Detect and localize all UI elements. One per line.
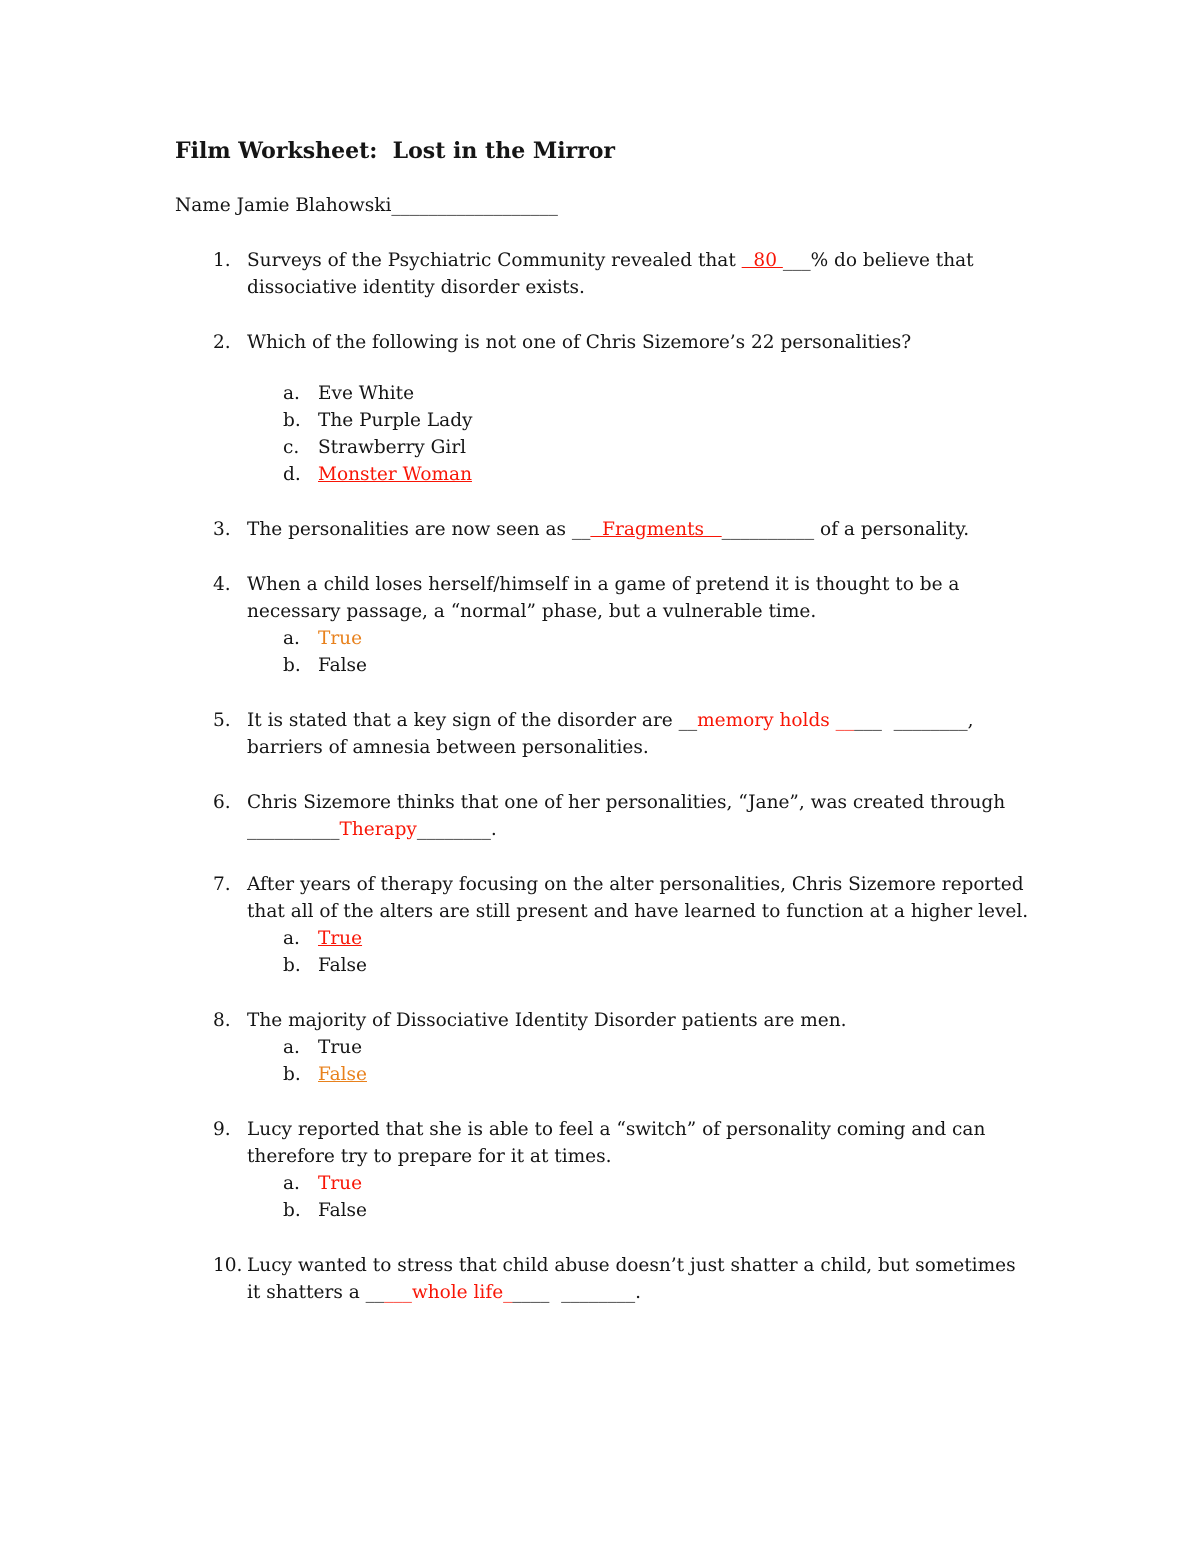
option-label: True bbox=[318, 1037, 363, 1058]
option-label-selected-answer: True bbox=[318, 628, 363, 649]
question-10-filled-answer: ___whole life_ bbox=[384, 1282, 513, 1303]
blank-line: __ bbox=[365, 1282, 385, 1303]
question-9-number: 9. bbox=[213, 1119, 231, 1140]
option-label: False bbox=[318, 1200, 367, 1221]
option-label: False bbox=[318, 655, 367, 676]
option-letter: c. bbox=[283, 437, 300, 458]
option-label-selected-answer: True bbox=[318, 928, 363, 949]
question-9-option-b bbox=[247, 1197, 985, 1224]
question-8 bbox=[175, 1007, 1160, 1088]
question-7-number: 7. bbox=[213, 874, 231, 895]
question-10-text: it shatters a bbox=[247, 1282, 366, 1303]
blank-line: __________ bbox=[247, 819, 340, 840]
question-1-filled-answer: 80 bbox=[741, 250, 783, 271]
question-10-line-2 bbox=[247, 1279, 1016, 1306]
option-letter: a. bbox=[283, 1037, 300, 1058]
question-3-body bbox=[247, 516, 969, 543]
question-1-line-1 bbox=[247, 247, 974, 274]
question-3-text: The personalities are now seen as bbox=[247, 519, 572, 540]
option-label: The Purple Lady bbox=[318, 410, 473, 431]
option-label: False bbox=[318, 955, 367, 976]
question-9-body bbox=[247, 1116, 985, 1224]
question-10 bbox=[175, 1252, 1160, 1306]
question-4-body bbox=[247, 571, 959, 679]
question-5-line-2: barriers of amnesia between personalities. bbox=[247, 737, 649, 758]
question-5-number: 5. bbox=[213, 710, 231, 731]
question-9-option-a bbox=[247, 1170, 985, 1197]
question-10-line-1: Lucy wanted to stress that child abuse doesn’t just shatter a child, but sometimes bbox=[247, 1255, 1016, 1276]
question-7 bbox=[175, 871, 1160, 979]
blank-line: ___ bbox=[782, 250, 811, 271]
option-letter: b. bbox=[283, 955, 301, 976]
question-4-number: 4. bbox=[213, 574, 231, 595]
question-5-text: It is stated that a key sign of the disorder are bbox=[247, 710, 679, 731]
question-5-filled-answer: memory holds __ bbox=[697, 710, 855, 731]
question-6-line-1: Chris Sizemore thinks that one of her personalities, “Jane”, was created through bbox=[247, 792, 1006, 813]
option-label: Strawberry Girl bbox=[318, 437, 467, 458]
question-6 bbox=[175, 789, 1160, 843]
option-letter: a. bbox=[283, 928, 300, 949]
question-2-text: Which of the following is not one of Chris Sizemore’s 22 personalities? bbox=[247, 332, 912, 353]
question-3-number: 3. bbox=[213, 519, 231, 540]
question-8-option-b bbox=[247, 1061, 847, 1088]
question-3 bbox=[175, 516, 1160, 543]
question-8-option-a bbox=[247, 1034, 847, 1061]
question-10-number: 10. bbox=[213, 1255, 243, 1276]
question-8-number: 8. bbox=[213, 1010, 231, 1031]
blank-line: ________. bbox=[549, 1282, 642, 1303]
question-4-line-2: necessary passage, a “normal” phase, but a vulnerable time. bbox=[247, 601, 817, 622]
question-8-body bbox=[247, 1007, 847, 1088]
question-4 bbox=[175, 571, 1160, 679]
question-2-option-d bbox=[247, 461, 911, 488]
question-9-line-1: Lucy reported that she is able to feel a “switch” of personality coming and can bbox=[247, 1119, 986, 1140]
question-2-option-a bbox=[247, 380, 911, 407]
option-label-selected-answer: True bbox=[318, 1173, 363, 1194]
option-letter: d. bbox=[283, 464, 301, 485]
blank-line: ________. bbox=[416, 819, 497, 840]
question-9-options bbox=[247, 1170, 985, 1224]
question-6-line-2 bbox=[247, 816, 1005, 843]
option-letter: b. bbox=[283, 1200, 301, 1221]
question-2-option-c bbox=[247, 434, 911, 461]
question-1-text-cont: % do believe that bbox=[810, 250, 974, 271]
question-3-line-1 bbox=[247, 516, 969, 543]
option-label-selected-answer: Monster Woman bbox=[318, 464, 472, 485]
question-6-filled-answer: Therapy bbox=[339, 819, 417, 840]
question-4-option-a bbox=[247, 625, 959, 652]
question-6-number: 6. bbox=[213, 792, 231, 813]
question-1-line-2: dissociative identity disorder exists. bbox=[247, 277, 585, 298]
question-6-body bbox=[247, 789, 1005, 843]
blank-line: __________ bbox=[721, 519, 815, 540]
question-7-line-1: After years of therapy focusing on the alter personalities, Chris Sizemore reported bbox=[247, 874, 1024, 895]
question-5 bbox=[175, 707, 1160, 761]
question-4-option-b bbox=[247, 652, 959, 679]
question-1-body bbox=[247, 247, 974, 301]
question-9 bbox=[175, 1116, 1160, 1224]
option-letter: b. bbox=[283, 410, 301, 431]
question-7-body bbox=[247, 871, 1028, 979]
question-5-line-1 bbox=[247, 707, 974, 734]
option-letter: b. bbox=[283, 655, 301, 676]
question-9-line-2: therefore try to prepare for it at times. bbox=[247, 1146, 612, 1167]
option-label-selected-answer: False bbox=[318, 1064, 367, 1085]
option-letter: a. bbox=[283, 1173, 300, 1194]
blank-line: ____ bbox=[512, 1282, 550, 1303]
question-7-option-b bbox=[247, 952, 1028, 979]
question-8-options bbox=[247, 1034, 847, 1088]
question-1-number: 1. bbox=[213, 250, 231, 271]
name-line: Name Jamie Blahowski__________________ bbox=[175, 195, 558, 216]
question-1-text: Surveys of the Psychiatric Community revealed that bbox=[247, 250, 742, 271]
blank-line: __ bbox=[571, 519, 591, 540]
question-2-option-b bbox=[247, 407, 911, 434]
blank-line: ________, bbox=[881, 710, 974, 731]
option-letter: b. bbox=[283, 1064, 301, 1085]
question-7-option-a bbox=[247, 925, 1028, 952]
question-10-body bbox=[247, 1252, 1016, 1306]
question-2 bbox=[175, 329, 1160, 488]
question-4-options bbox=[247, 625, 959, 679]
question-8-text: The majority of Dissociative Identity Disorder patients are men. bbox=[247, 1010, 847, 1031]
question-7-options bbox=[247, 925, 1028, 979]
question-1 bbox=[175, 247, 1160, 301]
option-letter: a. bbox=[283, 628, 300, 649]
blank-line: ___ bbox=[854, 710, 882, 731]
question-4-line-1: When a child loses herself/himself in a game of pretend it is thought to be a bbox=[247, 574, 960, 595]
question-7-line-2: that all of the alters are still present and have learned to function at a higher level. bbox=[247, 901, 1029, 922]
question-3-text-cont: of a personality. bbox=[814, 519, 970, 540]
question-5-body bbox=[247, 707, 974, 761]
blank-line: __ bbox=[678, 710, 698, 731]
page-title: Film Worksheet: Lost in the Mirror bbox=[175, 138, 615, 164]
question-2-number: 2. bbox=[213, 332, 231, 353]
question-2-options bbox=[247, 380, 911, 488]
option-letter: a. bbox=[283, 383, 300, 404]
question-2-body bbox=[247, 329, 911, 488]
question-3-filled-answer: Fragments bbox=[590, 519, 722, 540]
option-label: Eve White bbox=[318, 383, 415, 404]
